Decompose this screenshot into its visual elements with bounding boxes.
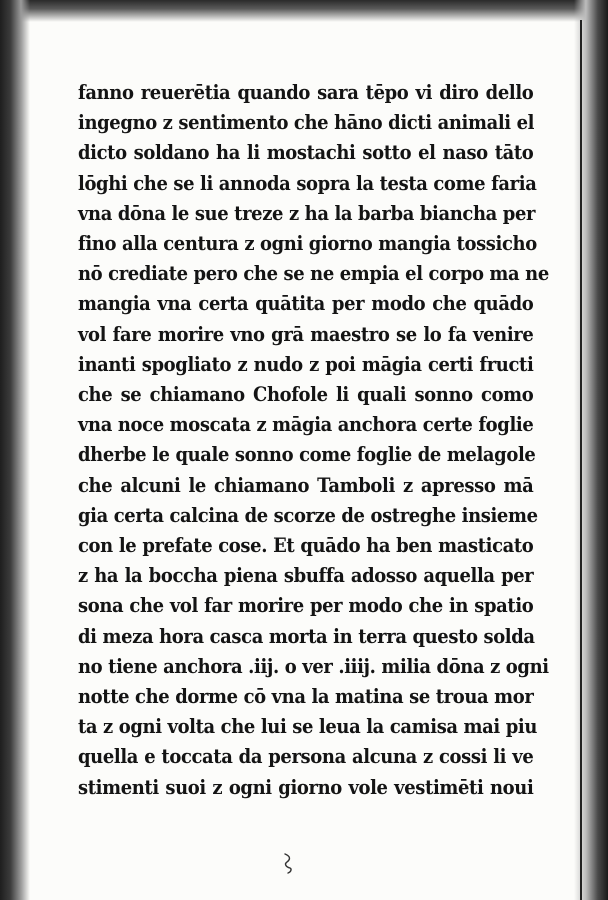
text-line: con le prefate cose. Et quādo ha ben masticato [78,534,534,558]
text-line: notte che dorme cō vna la matina se troua mor [78,685,534,709]
text-line: mangia vna certa quātita per modo che quādo [78,292,534,316]
text-block [78,78,573,803]
text-line: quella e toccata da persona alcuna z cossi li ve [78,745,534,769]
text-line: gia certa calcina de scorze de ostreghe insieme [78,503,538,527]
text-line: dicto soldano ha li mostachi sotto el naso tāto [78,141,534,165]
text-line: vol fare morire vno grā maestro se lo fa venire [78,322,534,346]
page-edge-line [580,20,582,900]
text-line: no tiene anchora .iij. o ver .iiij. milia dōna z ogni [78,654,549,678]
text-line: di meza hora casca morta in terra questo solda [78,624,535,648]
text-line: fanno reuerētia quando sara tēpo vi diro dello [78,81,534,104]
text-line: nō crediate pero che se ne empia el corpo ma ne [78,262,549,286]
scan-edge-left [0,0,30,900]
scan-edge-top [0,0,608,22]
text-line: ingegno z sentimento che hāno dicti animali el [78,111,535,135]
text-line: che alcuni le chiamano Tamboli z apresso mā [78,473,534,497]
text-line: vna dōna le sue treze z ha la barba biancha per [78,201,536,225]
text-line: lōghi che se li annoda sopra la testa come faria [78,171,537,195]
text-line: z ha la boccha piena sbuffa adosso aquella per [78,564,534,588]
signature-mark-icon [282,852,294,874]
text-line: inanti spogliato z nudo z poi māgia certi fructi [78,352,534,376]
text-line: dherbe le quale sonno come foglie de melagole [78,443,536,467]
text-line: che se chiamano Chofole li quali sonno como [78,383,534,407]
text-line: fino alla centura z ogni giorno mangia tossicho [78,232,537,256]
text-line: ta z ogni volta che lui se leua la camisa mai piu [78,715,538,739]
text-line: sona che vol far morire per modo che in spatio [78,594,534,618]
text-line: stimenti suoi z ogni giorno vole vestimēti noui [78,775,534,799]
text-line: vna noce moscata z māgia anchora certe foglie [78,413,534,437]
